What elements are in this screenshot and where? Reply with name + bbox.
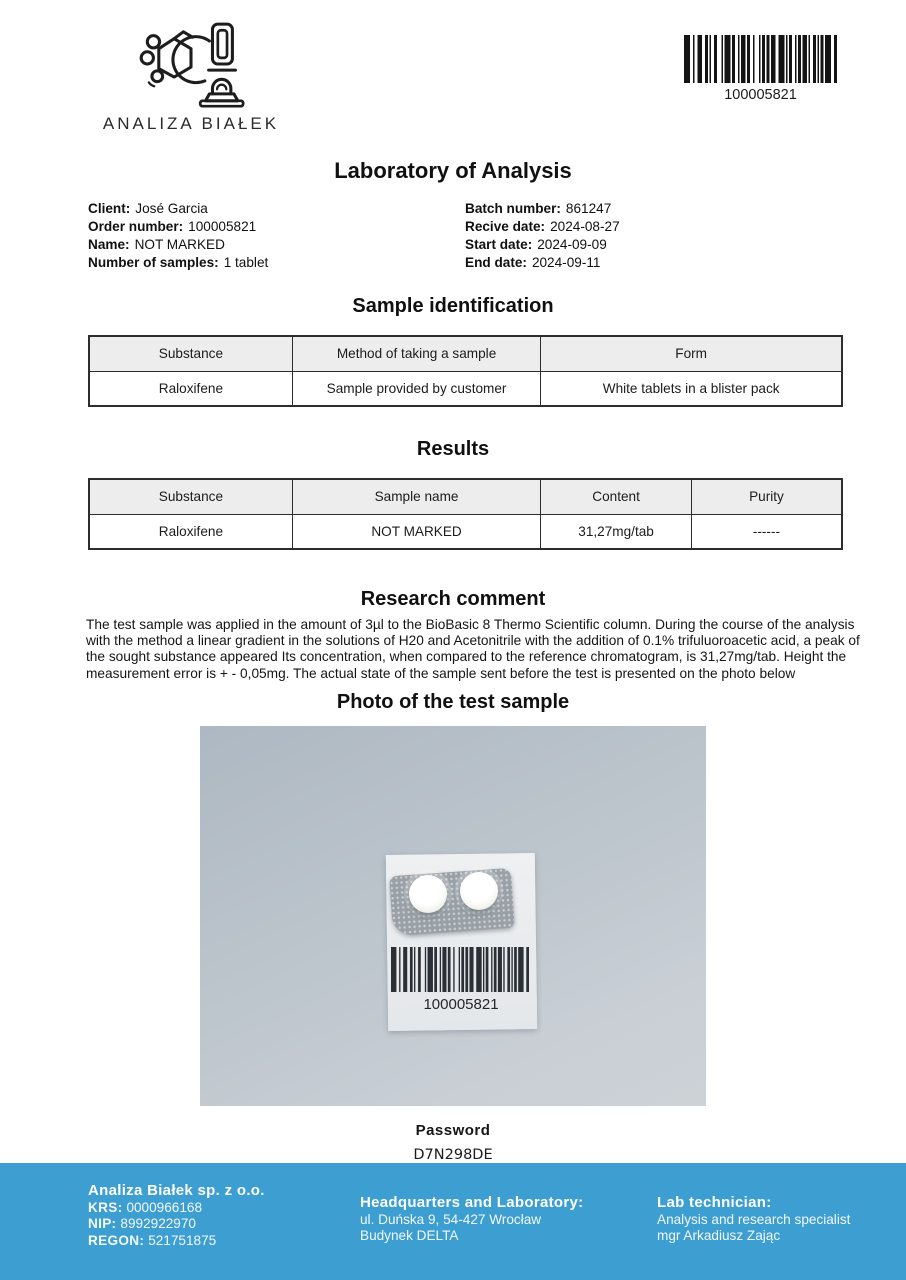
order-barcode-number: 100005821 bbox=[724, 87, 797, 103]
col-substance: Substance bbox=[89, 336, 292, 371]
footer-krs: KRS: 0000966168 bbox=[88, 1199, 203, 1215]
order-info-right bbox=[465, 201, 620, 270]
info-name: Name: NOT MARKED bbox=[88, 237, 225, 252]
results-heading: Results bbox=[416, 438, 490, 460]
password-block bbox=[0, 1122, 906, 1163]
cell-content: 31,27mg/tab bbox=[541, 514, 692, 549]
footer-regon: REGON: 521751875 bbox=[88, 1232, 217, 1248]
footer-nip: NIP: 8992922970 bbox=[88, 1216, 196, 1231]
footer-hq-address: ul. Duńska 9, 54-427 Wrocław bbox=[360, 1211, 542, 1227]
table-row bbox=[89, 514, 842, 549]
microscope-molecule-logo-icon bbox=[116, 18, 266, 110]
table-row bbox=[89, 371, 842, 406]
sample-identification-table bbox=[88, 335, 843, 407]
password-value: D7N298DE bbox=[413, 1146, 493, 1163]
footer-tech-name: mgr Arkadiusz Zając bbox=[657, 1228, 781, 1243]
info-receive-date: Recive date: 2024-08-27 bbox=[465, 219, 620, 234]
info-batch-number: Batch number: 861247 bbox=[465, 201, 612, 216]
footer-headquarters bbox=[360, 1183, 657, 1280]
info-number-of-samples: Number of samples: 1 tablet bbox=[88, 255, 269, 270]
cell-form: White tablets in a blister pack bbox=[541, 371, 842, 406]
brand-name: ANALIZA BIAŁEK bbox=[102, 114, 280, 133]
sample-identification-heading: Sample identification bbox=[352, 295, 554, 317]
footer-technician bbox=[657, 1183, 906, 1280]
cell-method: Sample provided by customer bbox=[292, 371, 540, 406]
footer-hq-building: Budynek DELTA bbox=[360, 1228, 459, 1243]
footer-company-name: Analiza Białek sp. z o.o. bbox=[88, 1182, 265, 1199]
cell-substance: Raloxifene bbox=[89, 514, 292, 549]
cell-purity: ------ bbox=[691, 514, 842, 549]
col-form: Form bbox=[541, 336, 842, 371]
test-sample-photo bbox=[200, 726, 706, 1106]
footer-hq-title: Headquarters and Laboratory: bbox=[360, 1194, 584, 1211]
brand-block bbox=[96, 18, 286, 134]
results-table bbox=[88, 478, 843, 550]
document-title: Laboratory of Analysis bbox=[334, 158, 572, 183]
col-substance: Substance bbox=[89, 479, 292, 514]
password-label: Password bbox=[415, 1121, 491, 1139]
table-header-row bbox=[89, 479, 842, 514]
footer-tech-title: Lab technician: bbox=[657, 1194, 772, 1211]
report-header bbox=[0, 0, 906, 134]
cell-sample-name: NOT MARKED bbox=[292, 514, 540, 549]
info-end-date: End date: 2024-09-11 bbox=[465, 255, 601, 270]
cell-substance: Raloxifene bbox=[89, 371, 292, 406]
order-barcode-icon bbox=[684, 35, 837, 83]
col-purity: Purity bbox=[691, 479, 842, 514]
photo-barcode-number: 100005821 bbox=[423, 995, 499, 1013]
info-order-number: Order number: 100005821 bbox=[88, 219, 257, 234]
photo-tablet bbox=[409, 875, 447, 913]
col-sample-name: Sample name bbox=[292, 479, 540, 514]
col-method: Method of taking a sample bbox=[292, 336, 540, 371]
info-client: Client: José Garcia bbox=[88, 201, 208, 216]
report-footer bbox=[0, 1163, 906, 1280]
footer-company bbox=[88, 1183, 360, 1280]
photo-blister-pack bbox=[389, 868, 515, 936]
photo-barcode-icon bbox=[391, 947, 529, 992]
research-comment-heading: Research comment bbox=[360, 588, 546, 610]
photo-barcode-block bbox=[391, 947, 531, 1013]
order-info-left bbox=[88, 201, 465, 270]
order-info bbox=[88, 201, 906, 270]
col-content: Content bbox=[541, 479, 692, 514]
footer-tech-role: Analysis and research specialist bbox=[657, 1211, 851, 1227]
info-start-date: Start date: 2024-09-09 bbox=[465, 237, 607, 252]
order-barcode-block bbox=[678, 18, 843, 134]
research-comment-text: The test sample was applied in the amount of 3µl to the BioBasic 8 Thermo Scientific column. During the course of the analysis with the method a linear gradient in the solutions of H20 and Acetonitrile with the addition of 0.1% trifuluoroacetic acid, a peak of the sought substance appeared Its concentration, when compared to the reference chromatogram, is 31,27mg/tab. Height the measurement error is + - 0,05mg. The actual state of the sample sent before the test is presented on the photo below bbox=[86, 617, 860, 681]
photo-heading: Photo of the test sample bbox=[336, 690, 570, 713]
photo-tablet bbox=[460, 872, 498, 910]
table-header-row bbox=[89, 336, 842, 371]
